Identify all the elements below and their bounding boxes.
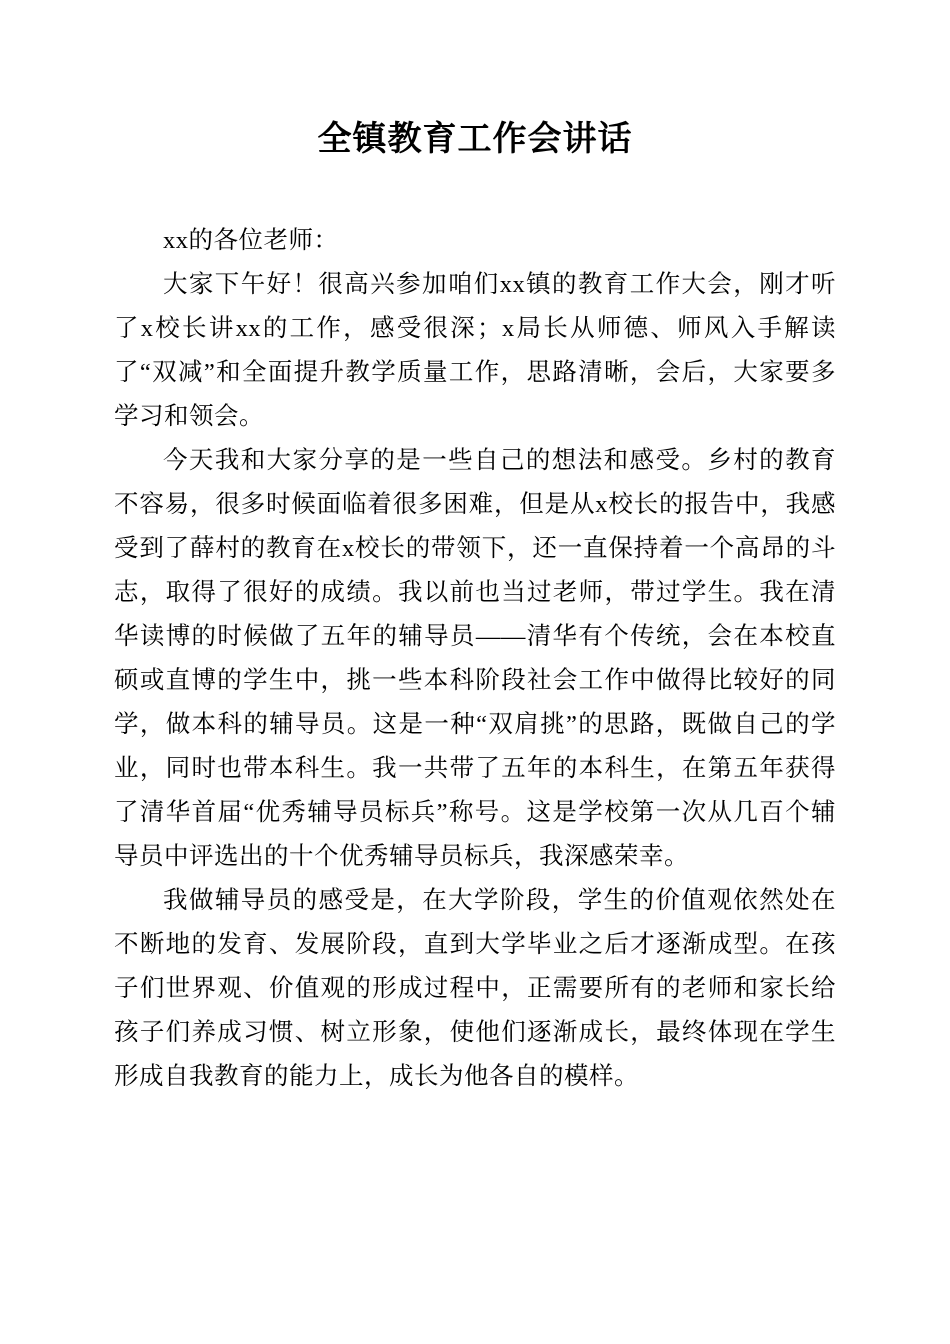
paragraph: 今天我和大家分享的是一些自己的想法和感受。乡村的教育不容易，很多时候面临着很多困难，但是从x校长的报告中，我感受到了薛村的教育在x校长的带领下，还一直保持着一个高昂的斗志，取得了很好的成绩。我以前也当过老师，带过学生。我在清华读博的时候做了五年的辅导员——清华有个传统，会在本校直硕或直博的学生中，挑一些本科阶段社会工作中做得比较好的同学，做本科的辅导员。这是一种“双肩挑”的思路，既做自己的学业，同时也带本科生。我一共带了五年的本科生，在第五年获得了清华首届“优秀辅导员标兵”称号。这是学校第一次从几百个辅导员中评选出的十个优秀辅导员标兵，我深感荣幸。 [114, 446, 836, 870]
paragraph-salutation: xx的各位老师： [163, 226, 339, 254]
document-body [114, 219, 836, 1099]
paragraph: 我做辅导员的感受是，在大学阶段，学生的价值观依然处在不断地的发育、发展阶段，直到大学毕业之后才逐渐成型。在孩子们世界观、价值观的形成过程中，正需要所有的老师和家长给孩子们养成习惯、树立形象，使他们逐渐成长，最终体现在学生形成自我教育的能力上，成长为他各自的模样。 [114, 886, 836, 1090]
document-title: 全镇教育工作会讲话 [317, 121, 633, 158]
paragraph: 大家下午好！很高兴参加咱们xx镇的教育工作大会，刚才听了x校长讲xx的工作，感受很深；x局长从师德、师风入手解读了“双减”和全面提升教学质量工作，思路清晰，会后，大家要多学习和领会。 [114, 270, 836, 430]
